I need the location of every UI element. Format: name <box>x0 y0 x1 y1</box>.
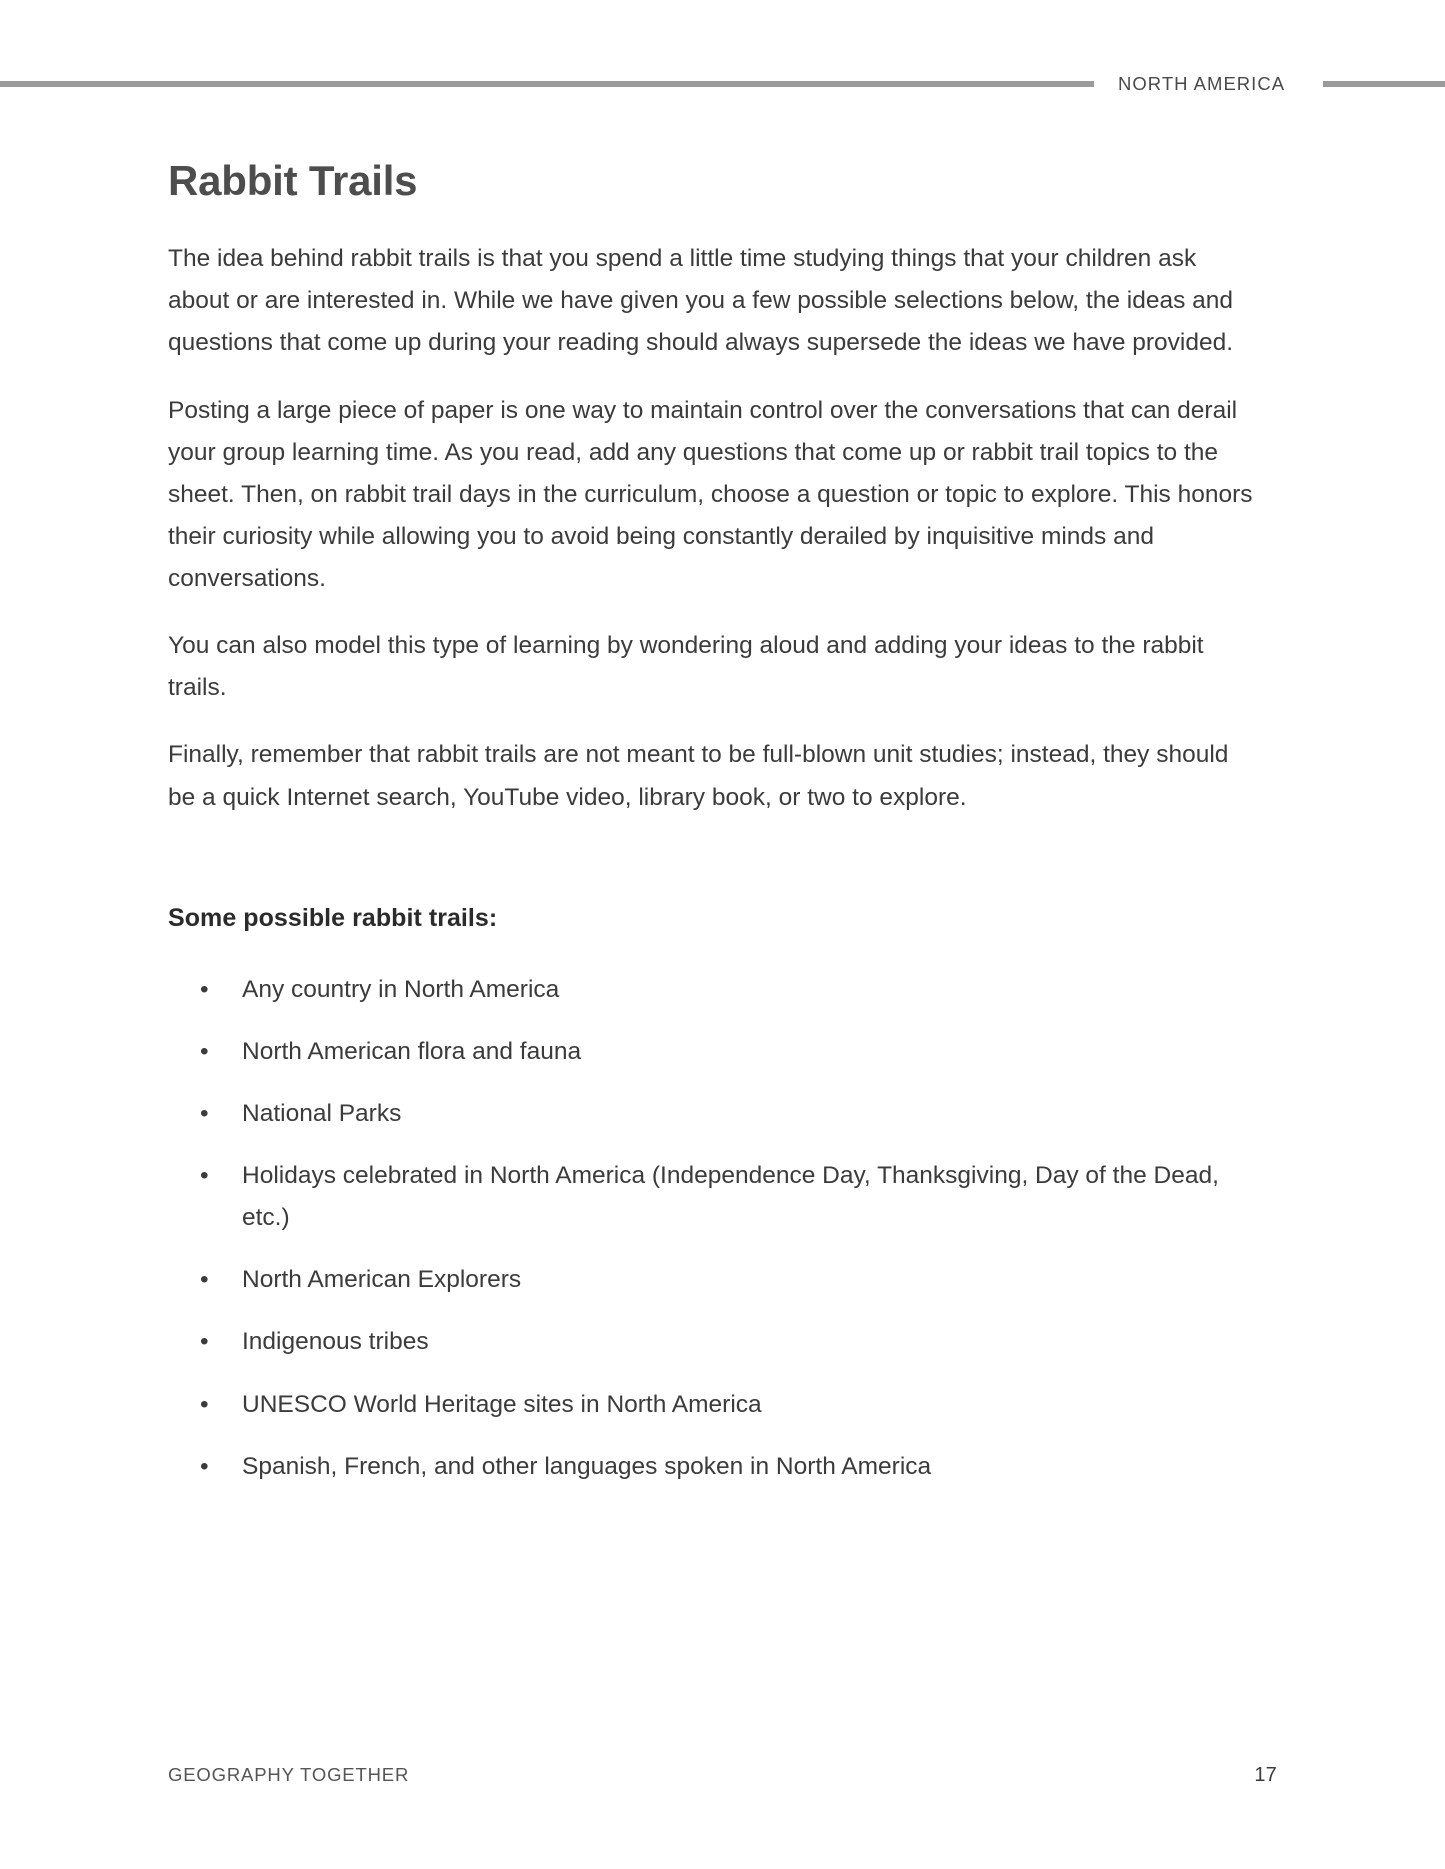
list-item <box>168 1031 1252 1073</box>
list-item-label: National Parks <box>242 1099 402 1127</box>
section-heading: Some possible rabbit trails: <box>168 903 498 932</box>
body-paragraph: You can also model this type of learning by wondering aloud and adding your ideas to the rabbit trails. <box>168 632 1204 702</box>
bullet-icon: • <box>200 1390 209 1418</box>
body-paragraph: Posting a large piece of paper is one way to maintain control over the conversations that can derail your group learning time. As you read, add any questions that come up or rabbit trail topics to the sheet. Then, on rabbit trail days in the curriculum, choose a question or topic to explore. This honors their curiosity while allowing you to avoid being constantly derailed by inquisitive minds and conversations. <box>168 396 1253 593</box>
list-item-label: Holidays celebrated in North America (Independence Day, Thanksgiving, Day of the Dead, etc.) <box>242 1162 1219 1232</box>
header-rule-right <box>1323 81 1445 87</box>
body-paragraph: Finally, remember that rabbit trails are not meant to be full-blown unit studies; instead, they should be a quick Internet search, YouTube video, library book, or two to explore. <box>168 741 1229 811</box>
rabbit-trails-list <box>168 969 1258 1488</box>
list-item-label: UNESCO World Heritage sites in North America <box>242 1390 762 1418</box>
header-rule-left <box>0 81 1094 87</box>
list-item <box>168 1384 1252 1426</box>
list-item <box>168 1155 1252 1239</box>
bullet-icon: • <box>200 975 209 1003</box>
footer-book-title: GEOGRAPHY TOGETHER <box>168 1764 410 1785</box>
list-item-label: Any country in North America <box>242 975 560 1003</box>
header-section-label: NORTH AMERICA <box>1118 73 1286 94</box>
list-item-label: Indigenous tribes <box>242 1328 429 1356</box>
running-header <box>0 72 1445 96</box>
list-item-label: North American Explorers <box>242 1266 522 1294</box>
page-title: Rabbit Trails <box>168 157 418 204</box>
bullet-icon: • <box>200 1328 209 1356</box>
list-item <box>168 1093 1252 1135</box>
list-item <box>168 1259 1252 1301</box>
list-item-label: Spanish, French, and other languages spoken in North America <box>242 1452 932 1480</box>
list-item <box>168 969 1252 1011</box>
list-item-label: North American flora and fauna <box>242 1037 582 1065</box>
running-footer <box>168 1764 1277 1787</box>
bullet-icon: • <box>200 1037 209 1065</box>
page-number: 17 <box>1254 1764 1277 1786</box>
page-content <box>168 158 1258 1508</box>
bullet-icon: • <box>200 1452 209 1480</box>
bullet-icon: • <box>200 1162 209 1190</box>
body-paragraph: The idea behind rabbit trails is that you spend a little time studying things that your children ask about or are interested in. While we have given you a few possible selections below, the ideas and questions that come up during your reading should always supersede the ideas we have provided. <box>168 245 1234 357</box>
bullet-icon: • <box>200 1099 209 1127</box>
list-item <box>168 1446 1252 1488</box>
list-item <box>168 1321 1252 1363</box>
bullet-icon: • <box>200 1266 209 1294</box>
